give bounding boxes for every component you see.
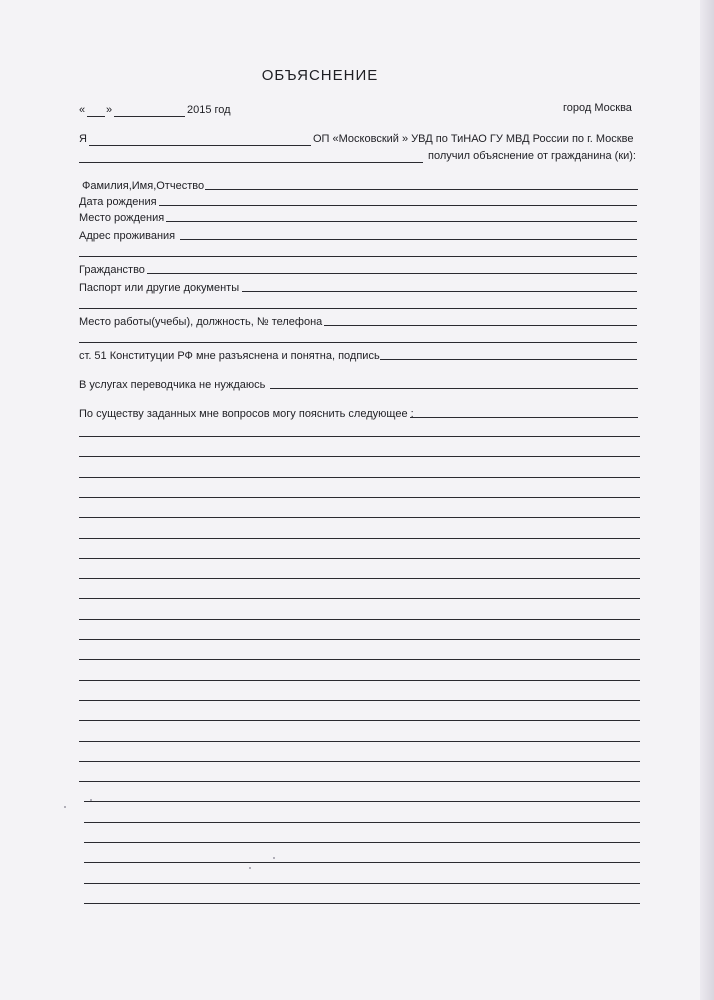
- passport-field[interactable]: [242, 291, 637, 292]
- statement-line[interactable]: [79, 477, 640, 478]
- statement-line[interactable]: [79, 781, 640, 782]
- statement-line[interactable]: [79, 517, 640, 518]
- statement-line[interactable]: [84, 842, 640, 843]
- passport-field-continued[interactable]: [79, 308, 637, 309]
- date-open-quote: «: [79, 104, 86, 116]
- statement-line[interactable]: [79, 700, 640, 701]
- page-edge-shadow: [700, 0, 714, 1000]
- received-text: получил объяснение от гражданина (ки):: [428, 150, 636, 162]
- date-close-quote: »: [106, 104, 113, 116]
- interpreter-label: В услугах переводчика не нуждаюсь: [79, 379, 266, 391]
- officer-prefix: Я: [79, 133, 87, 145]
- officer-position-line[interactable]: [79, 162, 423, 163]
- address-field-continued[interactable]: [79, 256, 637, 257]
- statement-line[interactable]: [79, 680, 640, 681]
- statement-line[interactable]: [79, 436, 640, 437]
- workplace-field[interactable]: [324, 325, 637, 326]
- statement-line[interactable]: [79, 659, 640, 660]
- statement-line[interactable]: [79, 456, 640, 457]
- officer-name-line[interactable]: [89, 145, 311, 146]
- statement-line[interactable]: [79, 619, 640, 620]
- statement-line[interactable]: [79, 639, 640, 640]
- paper-speck: [249, 867, 251, 869]
- citizenship-label: Гражданство: [79, 264, 145, 276]
- statement-line[interactable]: [84, 801, 640, 802]
- paper-speck: [273, 857, 275, 859]
- statement-line[interactable]: [79, 741, 640, 742]
- day-line[interactable]: [87, 116, 105, 117]
- statement-line[interactable]: [79, 578, 640, 579]
- workplace-label: Место работы(учебы), должность, № телефона: [79, 316, 323, 328]
- signature-field[interactable]: [380, 359, 637, 360]
- statement-label: По существу заданных мне вопросов могу пояснить следующее :: [79, 408, 414, 420]
- passport-label: Паспорт или другие документы: [79, 282, 240, 294]
- statement-line[interactable]: [79, 598, 640, 599]
- document-title: ОБЪЯСНЕНИЕ: [261, 67, 379, 84]
- citizenship-field[interactable]: [147, 273, 637, 274]
- birth-date-field[interactable]: [159, 205, 637, 206]
- statement-line[interactable]: [79, 761, 640, 762]
- constitution-label: ст. 51 Конституции РФ мне разъяснена и понятна, подпись: [79, 350, 380, 362]
- workplace-field-continued[interactable]: [79, 342, 637, 343]
- full-name-label: Фамилия,Имя,Отчество: [82, 180, 205, 192]
- department-text: ОП «Московский » УВД по ТиНАО ГУ МВД России по г. Москве: [313, 133, 634, 145]
- statement-line[interactable]: [84, 883, 640, 884]
- paper-speck: [64, 806, 66, 808]
- statement-field[interactable]: [410, 417, 638, 418]
- address-field[interactable]: [180, 239, 637, 240]
- statement-line[interactable]: [84, 862, 640, 863]
- birth-place-label: Место рождения: [79, 212, 165, 224]
- birth-place-field[interactable]: [166, 221, 637, 222]
- statement-line[interactable]: [84, 822, 640, 823]
- year-text: 2015 год: [187, 104, 231, 116]
- statement-line[interactable]: [79, 538, 640, 539]
- birth-date-label: Дата рождения: [79, 196, 157, 208]
- interpreter-field[interactable]: [270, 388, 638, 389]
- statement-line[interactable]: [79, 558, 640, 559]
- month-line[interactable]: [114, 116, 185, 117]
- address-label: Адрес проживания: [79, 230, 176, 242]
- statement-line[interactable]: [84, 903, 640, 904]
- statement-line[interactable]: [79, 497, 640, 498]
- statement-line[interactable]: [79, 720, 640, 721]
- full-name-field[interactable]: [205, 189, 638, 190]
- paper-speck: [90, 799, 92, 801]
- city-text: город Москва: [563, 102, 632, 114]
